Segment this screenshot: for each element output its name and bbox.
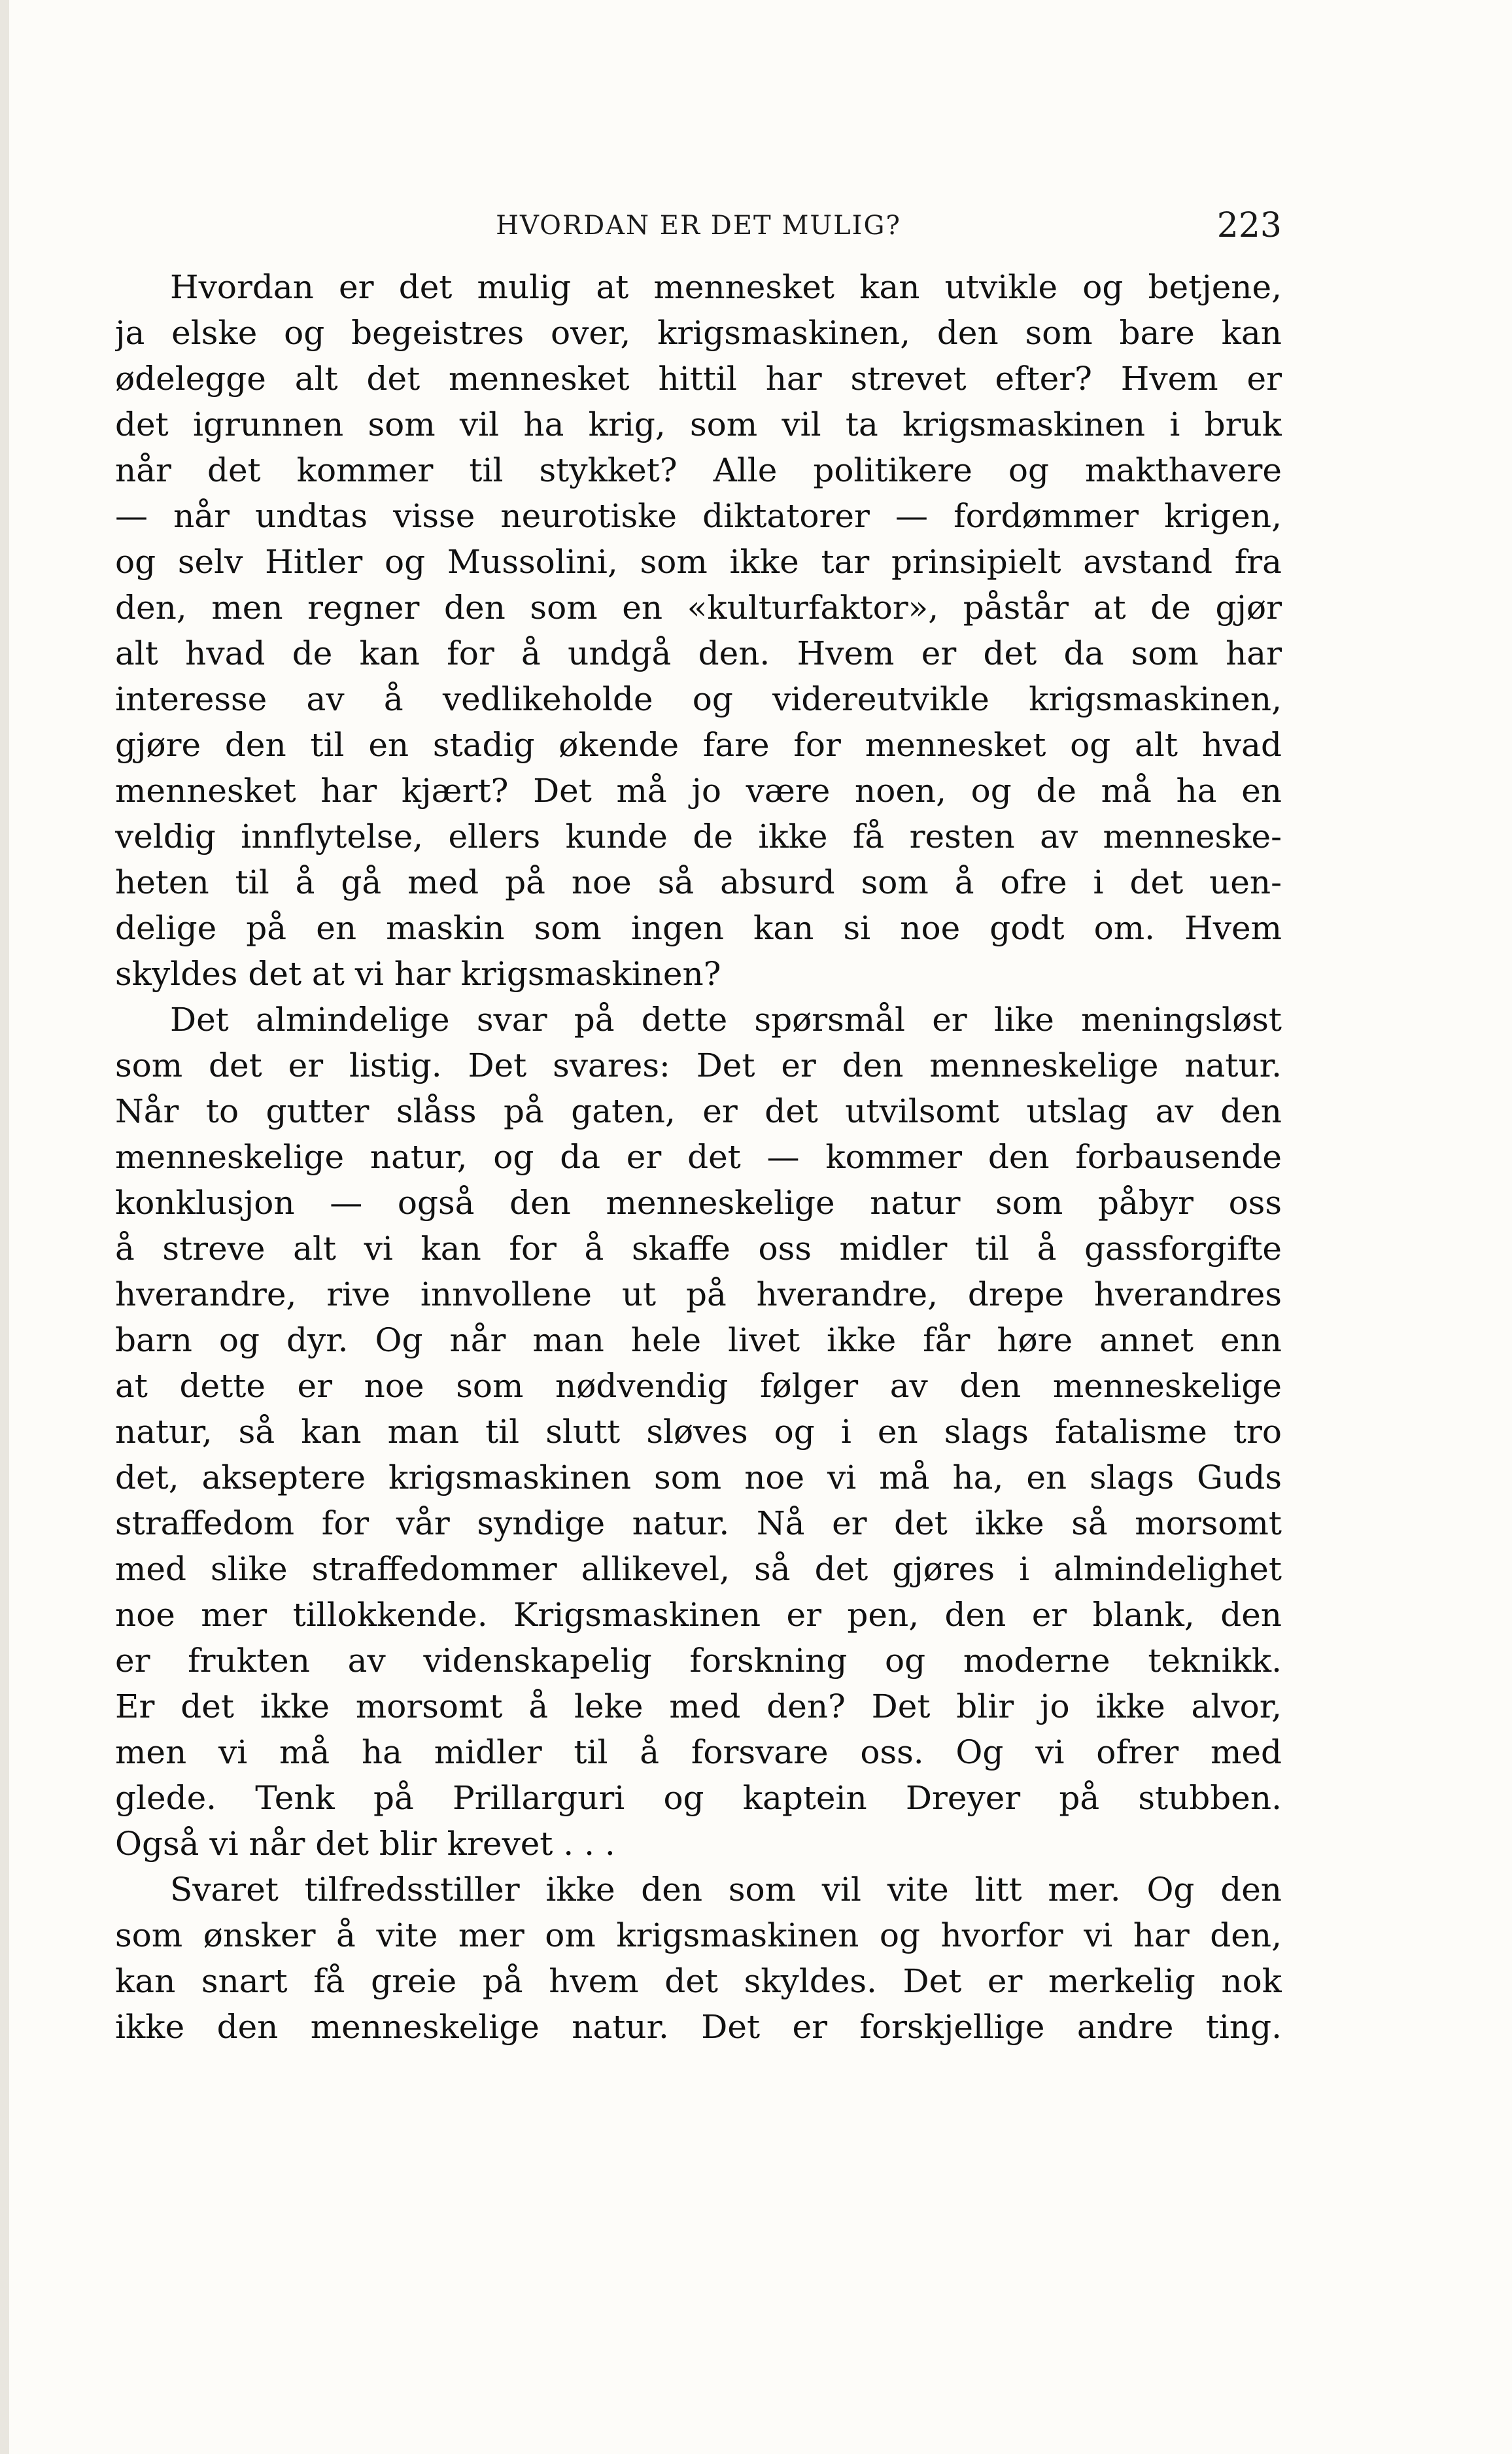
text-line: Svaret tilfredsstiller ikke den som vil vite litt mer. Og den (170, 1871, 1282, 1909)
text-line: å streve alt vi kan for å skaffe oss midler til å gassforgifte (115, 1230, 1282, 1268)
text-line: interesse av å vedlikeholde og videreutvikle krigsmaskinen, (115, 680, 1282, 718)
text-line: ødelegge alt det mennesket hittil har strevet efter? Hvem er (115, 360, 1282, 398)
text-line: ikke den menneskelige natur. Det er forskjellige andre ting. (115, 2008, 1282, 2046)
paragraph (115, 1867, 1282, 2050)
paragraph (115, 264, 1282, 997)
text-line: delige på en maskin som ingen kan si noe godt om. Hvem (115, 909, 1282, 947)
text-line: gjøre den til en stadig økende fare for mennesket og alt hvad (115, 726, 1282, 764)
text-line: straffedom for vår syndige natur. Nå er det ikke så morsomt (115, 1504, 1282, 1542)
text-line: menneskelige natur, og da er det — kommer den forbausende (115, 1138, 1282, 1176)
text-line: det igrunnen som vil ha krig, som vil ta krigsmaskinen i bruk (115, 406, 1282, 443)
text-line: Er det ikke morsomt å leke med den? Det blir jo ikke alvor, (115, 1687, 1282, 1725)
text-line: Hvordan er det mulig at mennesket kan utvikle og betjene, (170, 268, 1282, 306)
text-line: er frukten av videnskapelig forskning og moderne teknikk. (115, 1642, 1282, 1680)
text-line: glede. Tenk på Prillarguri og kaptein Dreyer på stubben. (115, 1779, 1282, 1817)
text-line: som ønsker å vite mer om krigsmaskinen og hvorfor vi har den, (115, 1916, 1282, 1954)
text-line: når det kommer til stykket? Alle politikere og makthavere (115, 451, 1282, 489)
text-line: kan snart få greie på hvem det skyldes. Det er merkelig nok (115, 1962, 1282, 2000)
body-text (115, 264, 1282, 2050)
text-line: veldig innflytelse, ellers kunde de ikke få resten av menneske- (115, 818, 1282, 855)
text-line: natur, så kan man til slutt sløves og i en slags fatalisme tro (115, 1413, 1282, 1451)
text-line: mennesket har kjært? Det må jo være noen, og de må ha en (115, 772, 1282, 810)
page-number: 223 (1216, 206, 1282, 245)
text-line: men vi må ha midler til å forsvare oss. Og vi ofrer med (115, 1733, 1282, 1771)
page-header (115, 208, 1282, 243)
text-line: skyldes det at vi har krigsmaskinen? (115, 955, 721, 993)
text-line: Når to gutter slåss på gaten, er det utvilsomt utslag av den (115, 1092, 1282, 1130)
text-line: heten til å gå med på noe så absurd som å ofre i det uen- (115, 863, 1282, 901)
paragraph (115, 997, 1282, 1867)
text-line: og selv Hitler og Mussolini, som ikke tar prinsipielt avstand fra (115, 543, 1282, 581)
text-line: Også vi når det blir krevet . . . (115, 1825, 615, 1863)
text-line: at dette er noe som nødvendig følger av den menneskelige (115, 1367, 1282, 1405)
text-line: med slike straffedommer allikevel, så det gjøres i almindelighet (115, 1550, 1282, 1588)
text-line: barn og dyr. Og når man hele livet ikke får høre annet enn (115, 1321, 1282, 1359)
page-edge (0, 0, 9, 2454)
text-line: Det almindelige svar på dette spørsmål er like meningsløst (170, 1001, 1282, 1039)
text-line: konklusjon — også den menneskelige natur som påbyr oss (115, 1184, 1282, 1222)
text-line: noe mer tillokkende. Krigsmaskinen er pen, den er blank, den (115, 1596, 1282, 1634)
text-line: den, men regner den som en «kulturfaktor», påstår at de gjør (115, 589, 1282, 627)
text-line: — når undtas visse neurotiske diktatorer — fordømmer krigen, (115, 497, 1282, 535)
running-head: HVORDAN ER DET MULIG? (496, 211, 901, 241)
text-line: det, akseptere krigsmaskinen som noe vi må ha, en slags Guds (115, 1459, 1282, 1496)
text-line: alt hvad de kan for å undgå den. Hvem er det da som har (115, 634, 1282, 672)
text-line: ja elske og begeistres over, krigsmaskinen, den som bare kan (115, 314, 1282, 352)
text-line: hverandre, rive innvollene ut på hverandre, drepe hverandres (115, 1275, 1282, 1313)
text-line: som det er listig. Det svares: Det er den menneskelige natur. (115, 1046, 1282, 1084)
